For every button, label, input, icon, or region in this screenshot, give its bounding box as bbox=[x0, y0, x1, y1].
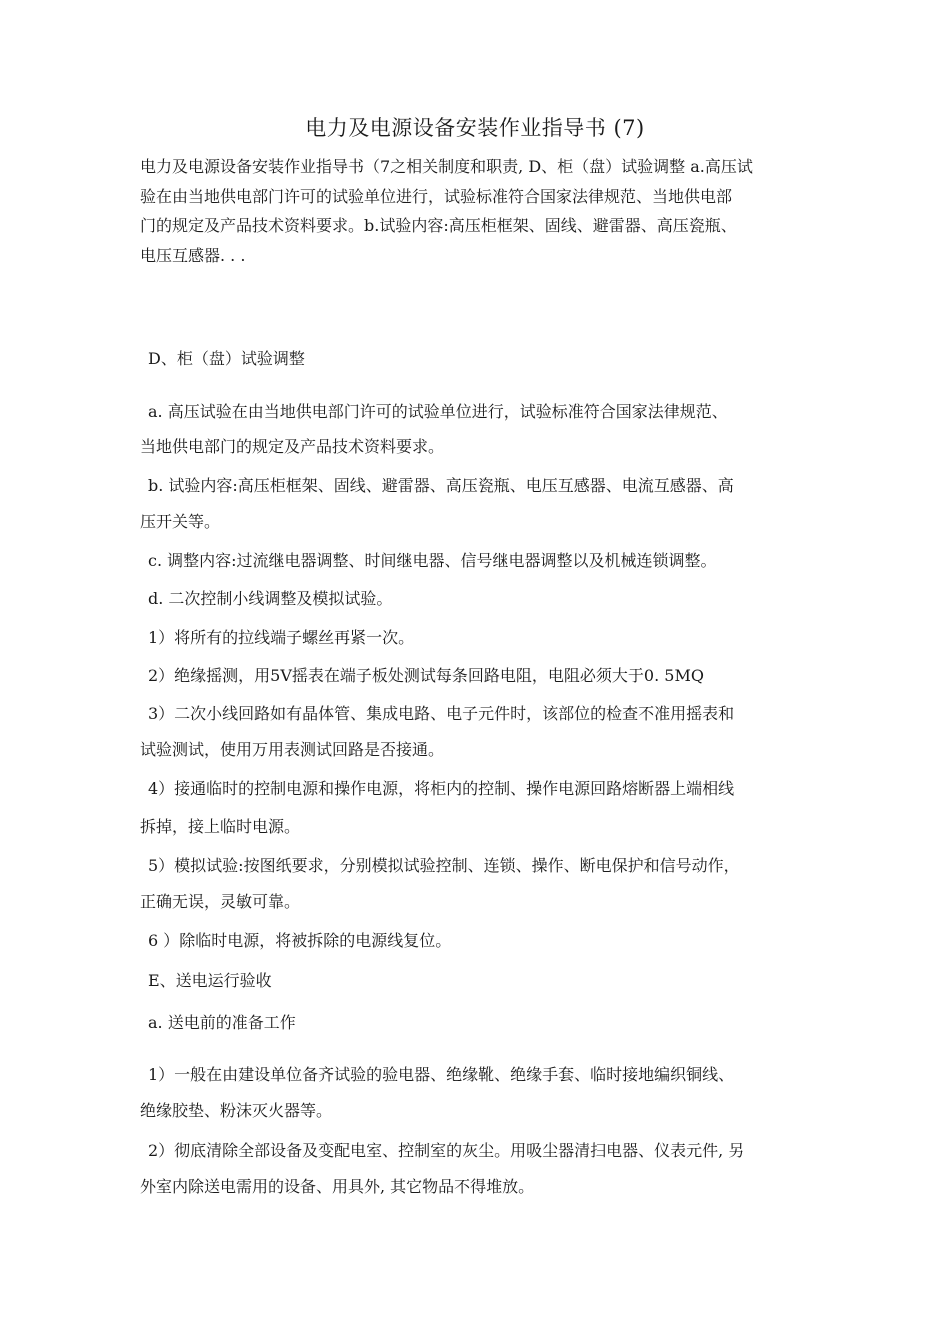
body-line: 2）绝缘摇测，用5V摇表在端子板处测试每条回路电阻，电阻必须大于0. 5MQ bbox=[148, 666, 704, 685]
body-line: 3）二次小线回路如有晶体管、集成电路、电子元件时，该部位的检查不准用摇表和 bbox=[148, 704, 735, 723]
body-line: 试验测试，使用万用表测试回路是否接通。 bbox=[140, 740, 445, 759]
section-heading-e: E、送电运行验收 bbox=[148, 971, 272, 990]
body-line: 1）将所有的拉线端子螺丝再紧一次。 bbox=[148, 628, 415, 647]
body-line: d. 二次控制小线调整及模拟试验。 bbox=[148, 589, 393, 608]
body-line: 4）接通临时的控制电源和操作电源，将柜内的控制、操作电源回路熔断器上端相线 bbox=[148, 779, 735, 798]
section-heading-d: D、柜（盘）试验调整 bbox=[148, 349, 305, 368]
body-line: 5）模拟试验:按图纸要求，分别模拟试验控制、连锁、操作、断电保护和信号动作， bbox=[148, 856, 740, 875]
body-line: 绝缘胶垫、粉沫灭火器等。 bbox=[140, 1101, 333, 1120]
intro-line: 电压互感器. . . bbox=[140, 245, 246, 265]
body-line: a. 高压试验在由当地供电部门许可的试验单位进行，试验标准符合国家法律规范、 bbox=[148, 402, 728, 421]
body-line: b. 试验内容:高压柜框架、固线、避雷器、高压瓷瓶、电压互感器、电流互感器、高 bbox=[148, 476, 734, 495]
body-line: 2）彻底清除全部设备及变配电室、控制室的灰尘。用吸尘器清扫电器、仪表元件, 另 bbox=[148, 1141, 745, 1160]
page-title: 电力及电源设备安装作业指导书 (7) bbox=[305, 116, 645, 140]
body-line: 外室内除送电需用的设备、用具外, 其它物品不得堆放。 bbox=[140, 1177, 535, 1196]
intro-line: 验在由当地供电部门许可的试验单位进行，试验标准符合国家法律规范、当地供电部 bbox=[140, 186, 733, 206]
body-line: 1）一般在由建设单位备齐试验的验电器、绝缘靴、绝缘手套、临时接地编织铜线、 bbox=[148, 1065, 735, 1084]
body-line: 正确无误，灵敏可靠。 bbox=[140, 892, 301, 911]
intro-paragraph bbox=[140, 152, 830, 270]
body-line: 6 ）除临时电源，将被拆除的电源线复位。 bbox=[148, 931, 452, 950]
intro-line: 电力及电源设备安装作业指导书（7之相关制度和职责, D、柜（盘）试验调整 a.高压试 bbox=[140, 157, 753, 176]
body-line: a. 送电前的准备工作 bbox=[148, 1013, 296, 1032]
intro-line: 门的规定及产品技术资料要求。b.试验内容:高压柜框架、固线、避雷器、高压瓷瓶、 bbox=[140, 216, 737, 235]
body-line: 拆掉，接上临时电源。 bbox=[140, 817, 301, 836]
body-line: 压开关等。 bbox=[140, 512, 221, 531]
body-line: c. 调整内容:过流继电器调整、时间继电器、信号继电器调整以及机械连锁调整。 bbox=[148, 551, 717, 570]
body-line: 当地供电部门的规定及产品技术资料要求。 bbox=[140, 437, 445, 456]
